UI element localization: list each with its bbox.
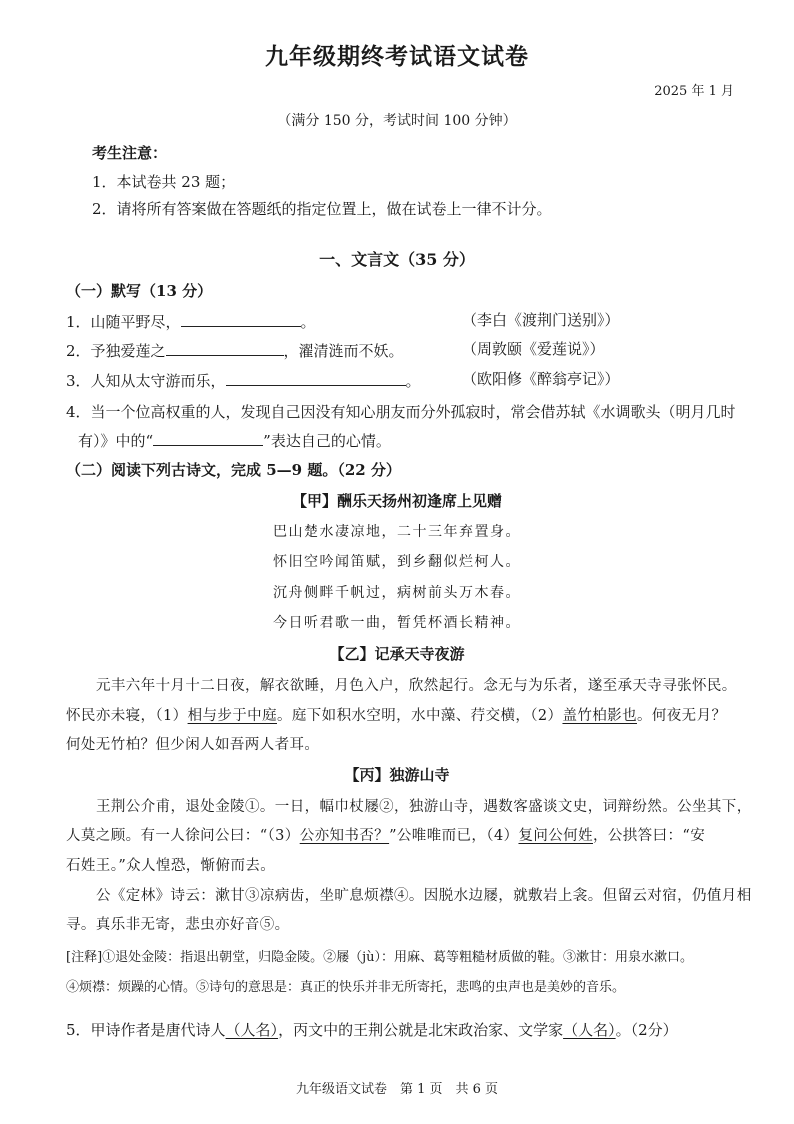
source-citation: （李白《渡荆门送别》） [462,311,620,329]
notice-item: 2．请将所有答案做在答题纸的指定位置上，做在试卷上一律不计分。 [92,200,552,218]
exam-date: 2025 年 1 月 [654,84,734,99]
exam-meta: （满分 150 分，考试时间 100 分钟） [277,113,517,129]
answer-blank[interactable] [181,312,301,327]
question-4-line2: 有）》中的“ ”表达自己的心情。 [78,432,391,450]
poem-line: 巴山楚水凄凉地，二十三年弃置身。 [273,524,521,540]
question-4-line1: 4．当一个位高权重的人，发现自己因没有知心朋友而分外孤寂时，常会借苏轼《水调歌头（明月几时 [66,403,736,421]
section-heading: 一、文言文（35 分） [319,250,475,269]
notice-heading: 考生注意： [92,144,168,162]
source-citation: （周敦颐《爱莲说》） [462,340,605,358]
exam-title: 九年级期终考试语文试卷 [265,43,529,70]
poem-line: 怀旧空吟闻笛赋，到乡翻似烂柯人。 [273,554,521,570]
text-yi-paragraph: 何处无竹柏？但少闲人如吾两人者耳。 [66,737,320,753]
underlined-sentence: 相与步于中庭 [187,708,277,724]
text-bing-paragraph: 人莫之顾。有一人徐问公曰：“（3）公亦知书否？”公唯唯而已，（4）复问公何姓，公拱答曰：“安 [66,828,706,844]
answer-blank[interactable] [166,341,284,356]
part2-heading: （二）阅读下列古诗文，完成 5—9 题。（22 分） [66,461,401,479]
answer-hint[interactable]: （人名） [225,1021,279,1039]
text-bing-paragraph: 石姓王。”众人惶恐，惭俯而去。 [66,858,276,874]
poem-line: 今日听君歌一曲，暂凭杯酒长精神。 [273,615,521,631]
annotation: ④烦襟：烦躁的心情。⑤诗句的意思是：真正的快乐并非无所寄托，悲鸣的虫声也是美妙的音乐。 [66,980,626,995]
page-footer: 九年级语文试卷 第 1 页 共 6 页 [295,1082,499,1097]
poem-jia-title: 【甲】酬乐天扬州初逢席上见赠 [291,492,502,510]
part1-heading: （一）默写（13 分） [66,282,213,300]
answer-blank[interactable] [153,431,263,446]
question-1: 1．山随平野尽， 。 [66,313,316,331]
text-yi-paragraph: 元丰六年十月十二日夜，解衣欲睡，月色入户，欣然起行。念无与为乐者，遂至承天寺寻张怀民。 [96,678,737,694]
answer-hint[interactable]: （人名） [563,1021,616,1039]
poem-line: 沉舟侧畔千帆过，病树前头万木春。 [273,585,521,601]
text-yi-paragraph: 怀民亦未寝，（1）相与步于中庭。庭下如积水空明，水中藻、荇交横，（2）盖竹柏影也。何夜无月？ [66,708,727,724]
underlined-sentence: 公亦知书否？ [299,828,390,844]
question-2: 2．予独爱莲之 ，濯清涟而不妖。 [66,342,404,360]
text-yi-title: 【乙】记承天寺夜游 [329,645,465,663]
question-5: 5．甲诗作者是唐代诗人（人名），丙文中的王荆公就是北宋政治家、文学家（人名）。（2分） [66,1021,678,1039]
underlined-sentence: 盖竹柏影也 [562,708,637,724]
underlined-sentence: 复问公何姓 [518,828,593,844]
answer-blank[interactable] [226,371,406,386]
question-3: 3．人知从太守游而乐， 。 [66,372,421,390]
text-bing-paragraph: 寻。真乐非无寄，悲虫亦好音⑤。 [66,917,290,933]
text-bing-title: 【丙】独游山寺 [344,766,450,784]
annotation: [注释]①退处金陵：指退出朝堂，归隐金陵。②屦（jù）：用麻、葛等粗糙材质做的鞋。③漱甘：用泉水漱口。 [66,950,694,965]
text-bing-paragraph: 公《定林》诗云：漱甘③凉病齿，坐旷息烦襟④。因脱水边屦，就敷岩上衾。但留云对宿，仍值月相 [96,888,752,904]
text-bing-paragraph: 王荆公介甫，退处金陵①。一日，幅巾杖屦②，独游山寺，遇数客盛谈文史，词辩纷然。公坐其下， [96,799,752,815]
source-citation: （欧阳修《醉翁亭记》） [462,370,620,388]
notice-item: 1．本试卷共 23 题； [92,173,236,191]
